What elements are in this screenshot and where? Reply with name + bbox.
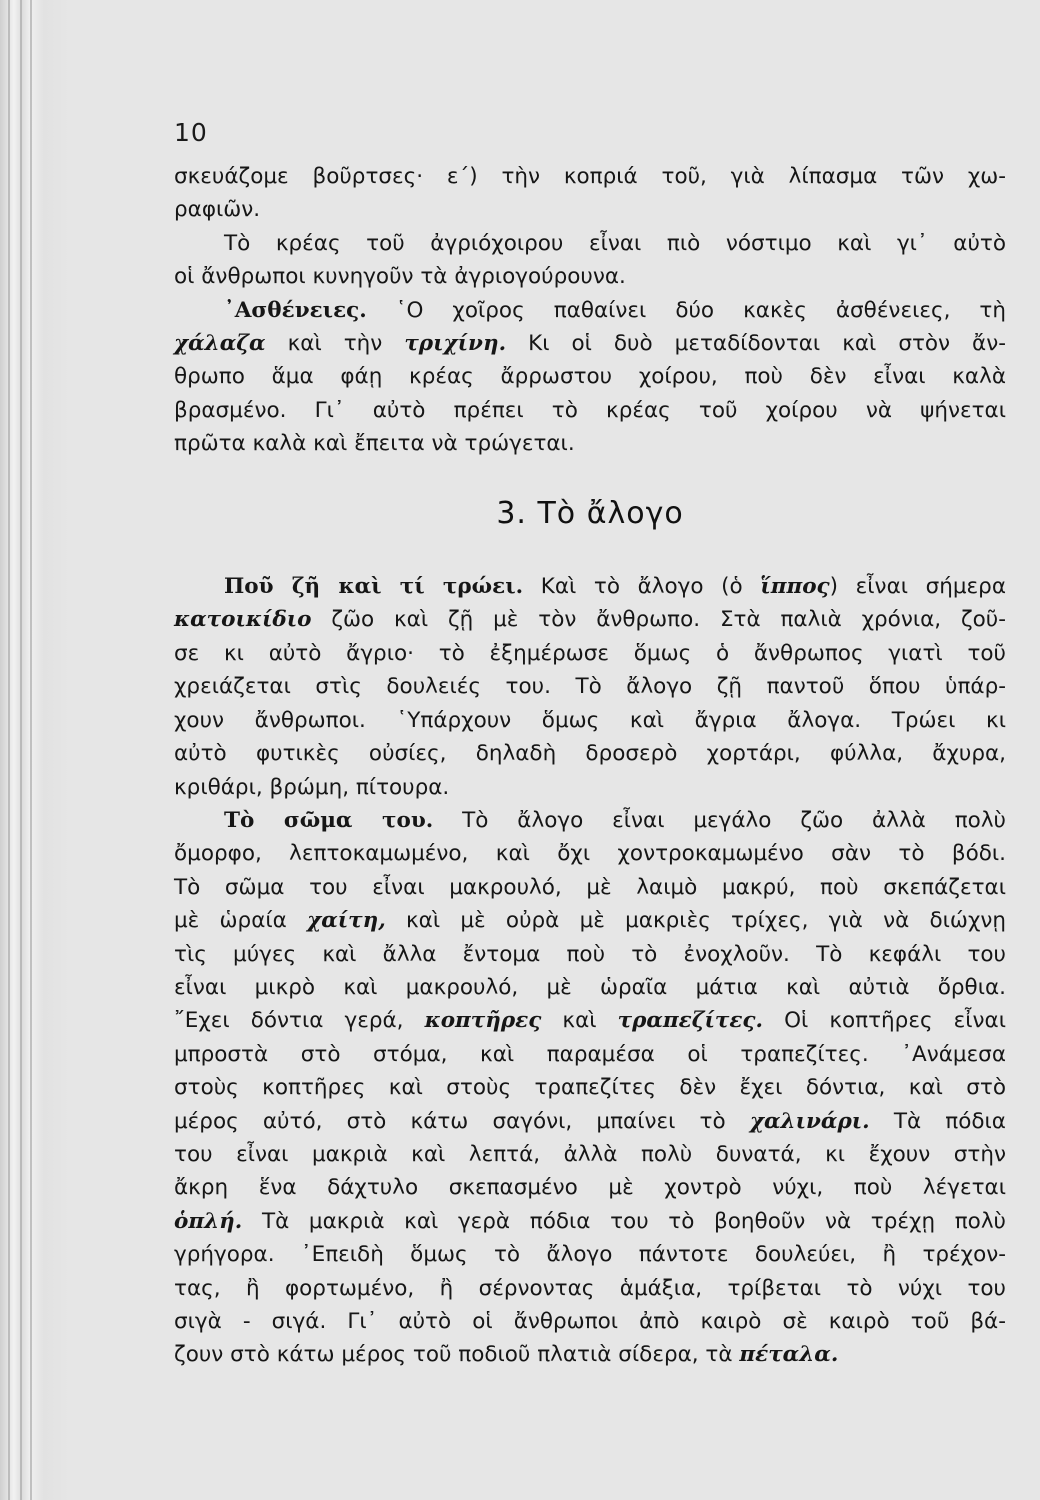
page-edge-shadow: [0, 0, 70, 1500]
text-line: κριθάρι, βρώμη, πίτουρα.: [174, 774, 450, 800]
paragraph-label-diseases: ᾿Ασθένειες.: [224, 297, 367, 323]
text-line: οἱ ἄνθρωποι κυνηγοῦν τὰ ἀγριογούρουνα.: [174, 264, 626, 290]
term-incisors: κοπτῆρες: [424, 1008, 542, 1034]
text-line: αὐτὸ φυτικὲς οὐσίες, δηλαδὴ δροσερὸ χορτάρι, φύλλα, ἄχυρα,: [174, 741, 1006, 767]
text-span: ) εἶναι σήμερα: [829, 574, 1006, 600]
text-span: Τὸ ἄλογο εἶναι μεγάλο ζῶο ἀλλὰ πολὺ: [462, 807, 1006, 833]
text-line: ὄμορφο, λεπτοκαμωμένο, καὶ ὄχι χοντροκαμωμένο σὰν τὸ βόδι.: [174, 841, 1006, 867]
text-span: Τὰ μακριὰ καὶ γερὰ πόδια του τὸ βοηθοῦν νὰ τρέχῃ πολὺ: [261, 1208, 1006, 1234]
text-line: [174, 294, 1006, 327]
term-horseshoes: πέταλα.: [739, 1342, 839, 1368]
text-line: βρασμένο. Γι᾿ αὐτὸ πρέπει τὸ κρέας τοῦ χοίρου νὰ ψήνεται: [174, 397, 1006, 423]
text-line: χρειάζεται στὶς δουλειές του. Τὸ ἄλογο ζῇ παντοῦ ὅπου ὑπάρ-: [174, 674, 1006, 700]
text-line: εἶναι μικρὸ καὶ μακρουλό, μὲ ὡραῖα μάτια καὶ αὐτιὰ ὄρθια.: [174, 974, 1006, 1000]
page-edge-line: [8, 0, 10, 1500]
text-line: [174, 570, 1006, 603]
term-mane: χαίτη,: [307, 908, 386, 934]
term-bit: χαλινάρι.: [749, 1108, 870, 1134]
term-trichinosis: τριχίνη.: [404, 331, 507, 357]
text-span: ζῶο καὶ ζῇ μὲ τὸν ἄνθρωπο. Στὰ παλιὰ χρόνια, ζοῦ-: [331, 607, 1006, 633]
text-span: Κι οἱ δυὸ μεταδίδονται καὶ στὸν ἄν-: [528, 331, 1007, 357]
text-span: μὲ ὡραία: [174, 908, 287, 934]
term-hoof: ὁπλή.: [174, 1208, 243, 1234]
text-span: ῎Εχει δόντια γερά,: [174, 1008, 404, 1034]
text-span: μέρος αὐτό, στὸ κάτω σαγόνι, μπαίνει τὸ: [174, 1108, 726, 1134]
text-line: Τὸ σῶμα του εἶναι μακρουλό, μὲ λαιμὸ μακρύ, ποὺ σκεπάζεται: [174, 874, 1006, 900]
text-span: καὶ: [562, 1008, 597, 1034]
text-line: στοὺς κοπτῆρες καὶ στοὺς τραπεζίτες δὲν ἔχει δόντια, καὶ στὸ: [174, 1075, 1006, 1101]
page-number: 10: [174, 118, 208, 147]
text-line: [174, 804, 1006, 837]
term-hippos: ἵππος: [760, 574, 830, 600]
paragraph-label-body: Τὸ σῶμα του.: [224, 807, 434, 833]
text-line: [174, 1338, 1006, 1371]
page-edge-line: [30, 0, 32, 1500]
text-line: [174, 1004, 1006, 1037]
text-span: Τὰ πόδια: [893, 1108, 1006, 1134]
text-line: σιγὰ - σιγά. Γι᾿ αὐτὸ οἱ ἄνθρωποι ἀπὸ καιρὸ σὲ καιρὸ τοῦ βά-: [174, 1309, 1006, 1334]
text-line: τὶς μύγες καὶ ἄλλα ἔντομα ποὺ τὸ ἐνοχλοῦν. Τὸ κεφάλι του: [174, 941, 1006, 967]
text-span: Καὶ τὸ ἄλογο (ὁ: [540, 574, 743, 600]
text-line: του εἶναι μακριὰ καὶ λεπτά, ἀλλὰ πολὺ δυνατά, κι ἔχουν στὴν: [174, 1141, 1006, 1167]
text-line: [174, 904, 1006, 937]
text-span: Οἱ κοπτῆρες εἶναι: [784, 1008, 1006, 1034]
text-line: χουν ἄνθρωποι. ῾Υπάρχουν ὅμως καὶ ἄγρια ἄλογα. Τρώει κι: [174, 707, 1006, 733]
text-line: ραφιῶν.: [174, 197, 261, 223]
text-span: καὶ τὴν: [287, 331, 383, 357]
text-span: ζουν στὸ κάτω μέρος τοῦ ποδιοῦ πλατιὰ σίδερα, τὰ: [174, 1342, 733, 1368]
page-edge-line: [20, 0, 22, 1500]
text-line: σκευάζομε βοῦρτσες· ε΄) τὴν κοπριά τοῦ, γιὰ λίπασμα τῶν χω-: [174, 164, 1006, 189]
term-hail: χάλαζα: [174, 331, 266, 357]
text-line: γρήγορα. ᾿Επειδὴ ὅμως τὸ ἄλογο πάντοτε δουλεύει, ἢ τρέχον-: [174, 1242, 1006, 1268]
paragraph-label-where: Ποῦ ζῆ καὶ τί τρώει.: [224, 574, 524, 600]
text-line: θρωπο ἅμα φάῃ κρέας ἄρρωστου χοίρου, ποὺ δὲν εἶναι καλὰ: [174, 364, 1006, 390]
text-line: σε κι αὐτὸ ἄγριο· τὸ ἐξημέρωσε ὅμως ὁ ἄνθρωπος γιατὶ τοῦ: [174, 640, 1006, 666]
term-domestic: κατοικίδιο: [174, 607, 312, 633]
text-span: καὶ μὲ οὐρὰ μὲ μακριὲς τρίχες, γιὰ νὰ διώχνῃ: [406, 908, 1006, 934]
text-span: ῾Ο χοῖρος παθαίνει δύο κακὲς ἀσθένειες, τὴ: [395, 297, 1006, 323]
section-heading: 3. Τὸ ἄλογο: [496, 495, 684, 531]
term-molars: τραπεζίτες.: [617, 1008, 763, 1034]
text-line: Τὸ κρέας τοῦ ἀγριόχοιρου εἶναι πιὸ νόστιμο καὶ γι᾿ αὐτὸ: [224, 230, 1006, 256]
text-line: μπροστὰ στὸ στόμα, καὶ παραμέσα οἱ τραπεζίτες. ᾿Ανάμεσα: [174, 1041, 1006, 1067]
text-line: [174, 603, 1006, 636]
page-text: [174, 160, 1006, 1372]
text-line: πρῶτα καλὰ καὶ ἔπειτα νὰ τρώγεται.: [174, 431, 575, 457]
text-line: τας, ἢ φορτωμένο, ἢ σέρνοντας ἁμάξια, τρίβεται τὸ νύχι του: [174, 1275, 1006, 1301]
text-line: ἄκρη ἕνα δάχτυλο σκεπασμένο μὲ χοντρὸ νύχι, ποὺ λέγεται: [174, 1175, 1006, 1201]
text-line: [174, 1205, 1006, 1238]
text-line: [174, 1105, 1006, 1138]
text-line: [174, 327, 1006, 360]
